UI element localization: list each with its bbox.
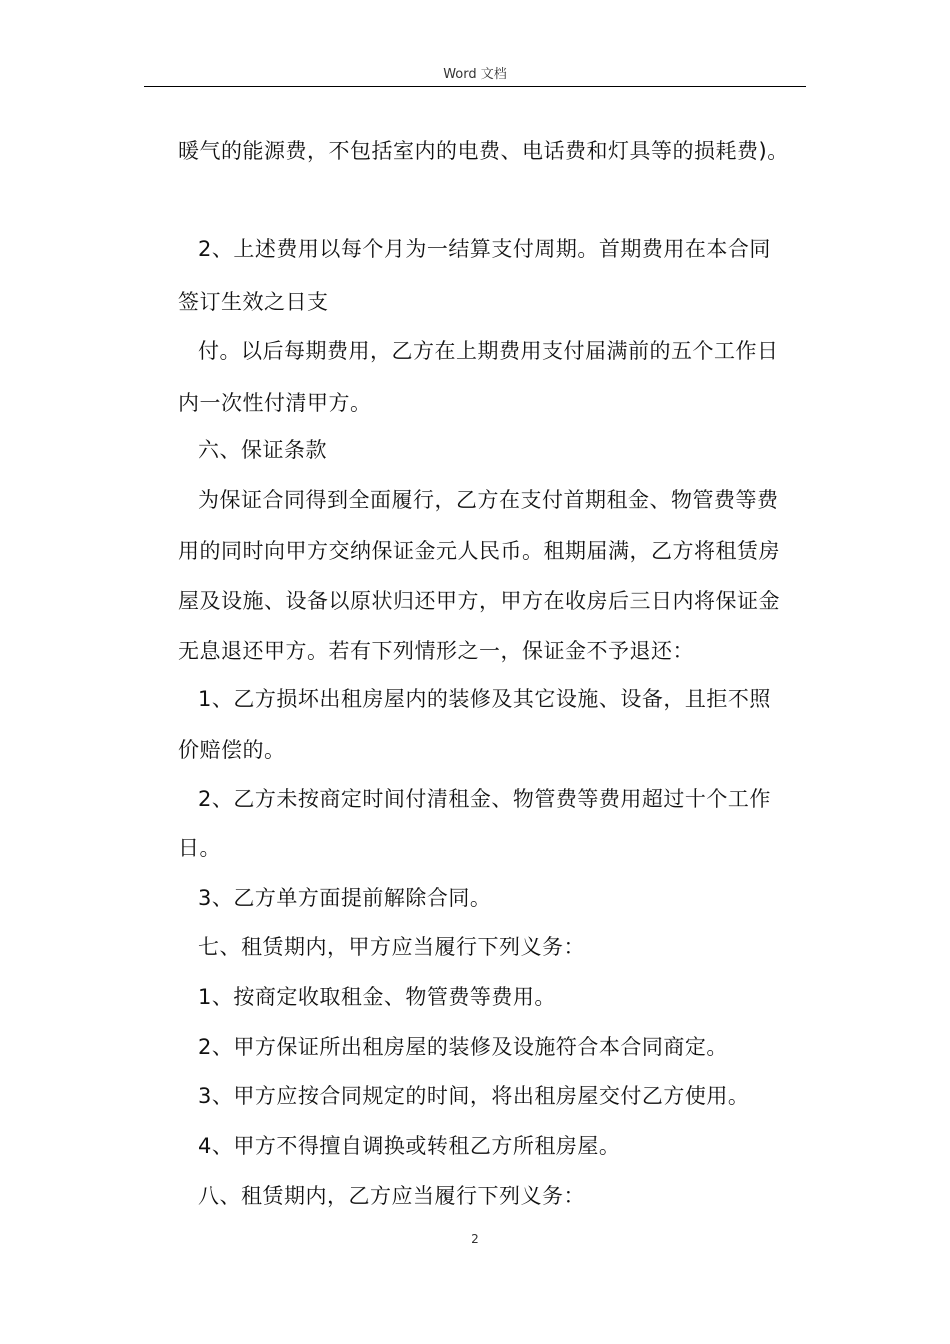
paragraph-line: 付。以后每期费用，乙方在上期费用支付届满前的五个工作日 bbox=[198, 339, 779, 363]
paragraph-line: 暖气的能源费，不包括室内的电费、电话费和灯具等的损耗费)。 bbox=[178, 139, 789, 163]
paragraph-line: 无息退还甲方。若有下列情形之一，保证金不予退还： bbox=[178, 639, 694, 663]
header-divider bbox=[144, 86, 806, 87]
paragraph-line: 内一次性付清甲方。 bbox=[178, 391, 372, 415]
section-heading: 六、保证条款 bbox=[198, 438, 327, 462]
paragraph-line: 4、甲方不得擅自调换或转租乙方所租房屋。 bbox=[198, 1134, 621, 1158]
section-heading: 八、租赁期内，乙方应当履行下列义务： bbox=[198, 1184, 585, 1208]
paragraph-line: 3、乙方单方面提前解除合同。 bbox=[198, 886, 492, 910]
paragraph-line: 用的同时向甲方交纳保证金元人民币。租期届满，乙方将租赁房 bbox=[178, 539, 780, 563]
paragraph-line: 为保证合同得到全面履行，乙方在支付首期租金、物管费等费 bbox=[198, 488, 779, 512]
paragraph-line: 屋及设施、设备以原状归还甲方，甲方在收房后三日内将保证金 bbox=[178, 589, 780, 613]
page-number: 2 bbox=[471, 1232, 479, 1246]
paragraph-line: 价赔偿的。 bbox=[178, 738, 286, 762]
paragraph-line: 2、上述费用以每个月为一结算支付周期。首期费用在本合同 bbox=[198, 237, 771, 261]
paragraph-line: 3、甲方应按合同规定的时间，将出租房屋交付乙方使用。 bbox=[198, 1084, 750, 1108]
paragraph-line: 2、乙方未按商定时间付清租金、物管费等费用超过十个工作 bbox=[198, 787, 771, 811]
page-header-title: Word 文档 bbox=[443, 67, 507, 82]
paragraph-line: 日。 bbox=[178, 836, 221, 860]
section-heading: 七、租赁期内，甲方应当履行下列义务： bbox=[198, 935, 585, 959]
paragraph-line: 2、甲方保证所出租房屋的装修及设施符合本合同商定。 bbox=[198, 1035, 728, 1059]
paragraph-line: 签订生效之日支 bbox=[178, 290, 329, 314]
paragraph-line: 1、按商定收取租金、物管费等费用。 bbox=[198, 985, 556, 1009]
paragraph-line: 1、乙方损坏出租房屋内的装修及其它设施、设备，且拒不照 bbox=[198, 687, 771, 711]
